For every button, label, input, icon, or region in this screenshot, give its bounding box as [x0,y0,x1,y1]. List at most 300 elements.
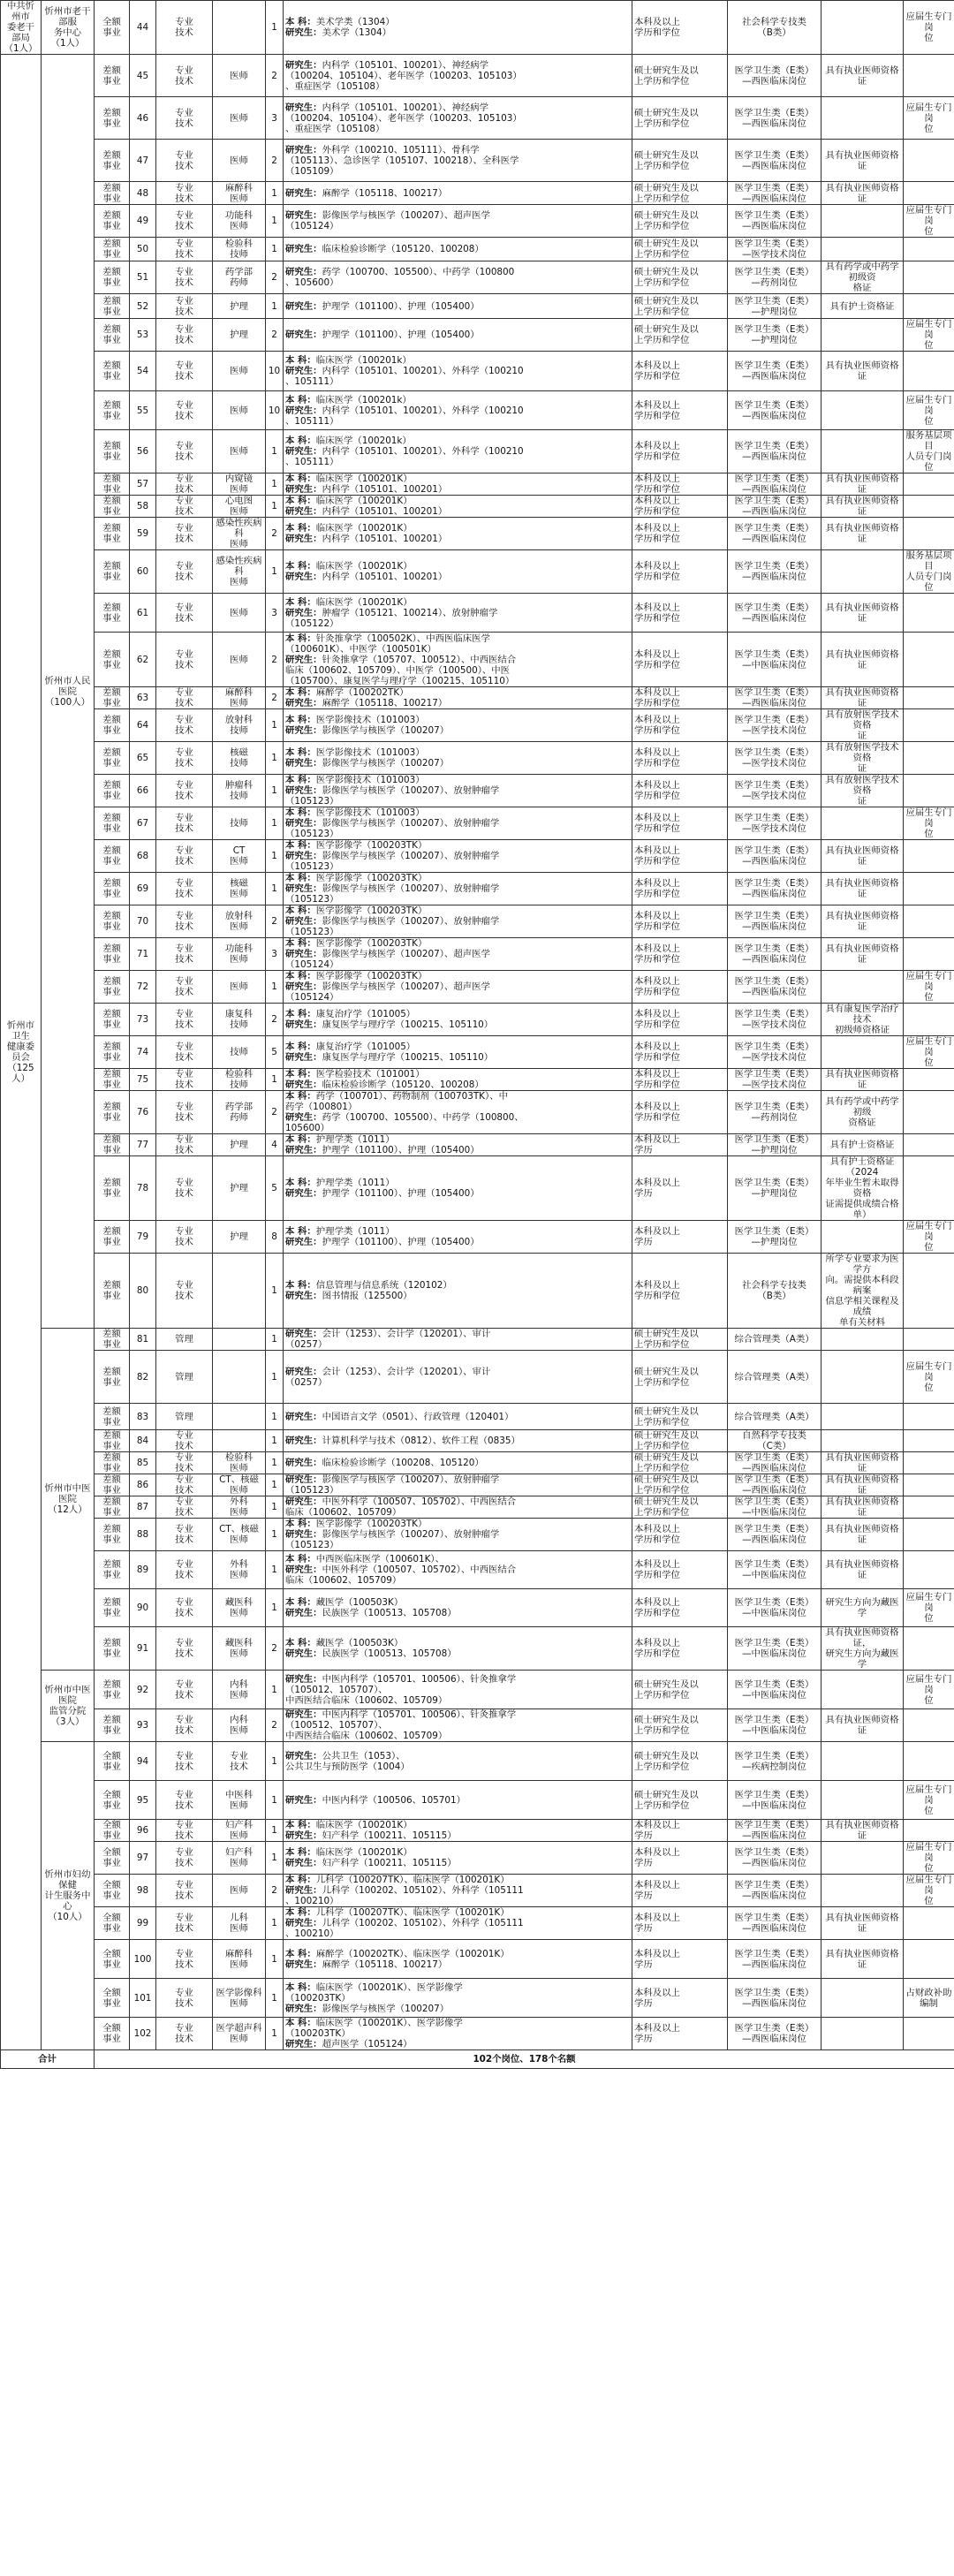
other-conditions-cell: 具有执业医师资格证 [822,496,904,518]
headcount-cell: 3 [266,97,284,140]
position-category-cell: 专业 技术 [156,1254,213,1329]
position-category-cell: 专业 技术 [156,971,213,1004]
major-requirement-cell: 研究生：内科学（105101、100201）、神经病学 （100204、105104）、老年医学（100203、105103） 、重症医学（105108） [284,55,632,97]
education-cell: 本科及以上 学历 [632,1979,728,2018]
education-cell: 本科及以上 学历 [632,1842,728,1875]
job-title-cell: 护理 [213,1134,266,1156]
employer-cell: 忻州市中医医院 监管分院（3人） [42,1671,95,1742]
remarks-cell [904,709,954,742]
exam-category-cell: 医学卫生类（E类） —西医临床岗位 [728,873,822,905]
remarks-cell [904,2018,954,2050]
exam-category-cell: 医学卫生类（E类） —西医临床岗位 [728,594,822,633]
position-number-cell: 98 [130,1875,156,1907]
education-cell: 硕士研究生及以 上学历和学位 [632,261,728,294]
table-row [1,1940,954,1979]
position-category-cell: 专业 技术 [156,1709,213,1742]
remarks-cell: 应届生专门岗 位 [904,97,954,140]
job-title-cell: 肿瘤科 技师 [213,775,266,807]
table-row [1,1875,954,1907]
position-number-cell: 79 [130,1221,156,1254]
funding-type-cell: 差额 事业 [95,1430,130,1452]
table-row [1,1907,954,1940]
funding-type-cell: 差额 事业 [95,97,130,140]
table-row [1,352,954,391]
position-number-cell: 86 [130,1474,156,1496]
table-row [1,550,954,594]
position-number-cell: 53 [130,319,156,352]
major-requirement-cell: 本 科：医学影像技术（101003） 研究生：影像医学与核医学（100207） [284,709,632,742]
headcount-cell: 3 [266,594,284,633]
job-title-cell [213,1404,266,1430]
other-conditions-cell: 具有护士资格证 [822,1134,904,1156]
remarks-cell [904,518,954,550]
education-cell: 本科及以上 学历和学位 [632,391,728,430]
table-row [1,1221,954,1254]
table-row [1,319,954,352]
position-category-cell: 专业 技术 [156,1907,213,1940]
other-conditions-cell [822,97,904,140]
position-category-cell: 专业 技术 [156,742,213,775]
job-title-cell: 医学超声科 医师 [213,2018,266,2050]
position-number-cell: 48 [130,182,156,205]
education-cell: 本科及以上 学历 [632,1156,728,1221]
major-requirement-cell: 本 科：临床医学（100201K） 研究生：内科学（105101、100201） [284,474,632,496]
position-category-cell: 专业 技术 [156,496,213,518]
remarks-cell [904,1329,954,1351]
funding-type-cell: 差额 事业 [95,905,130,938]
headcount-cell: 2 [266,1091,284,1134]
funding-type-cell: 差额 事业 [95,840,130,873]
headcount-cell: 1 [266,709,284,742]
headcount-cell: 1 [266,1430,284,1452]
other-conditions-cell [822,1036,904,1069]
education-cell: 硕士研究生及以 上学历和学位 [632,205,728,238]
exam-category-cell: 医学卫生类（E类） —西医临床岗位 [728,1474,822,1496]
total-value: 102个岗位、178个名额 [95,2050,954,2069]
exam-category-cell: 医学卫生类（E类） —医学技术岗位 [728,1004,822,1036]
position-category-cell: 专业 技术 [156,430,213,474]
position-number-cell: 64 [130,709,156,742]
position-category-cell: 管理 [156,1404,213,1430]
funding-type-cell: 全额 事业 [95,1742,130,1781]
education-cell: 硕士研究生及以 上学历和学位 [632,55,728,97]
job-title-cell: 医学影像科 医师 [213,1979,266,2018]
other-conditions-cell: 具有执业医师资格证 [822,518,904,550]
exam-category-cell: 社会科学专技类 （B类） [728,1,822,55]
other-conditions-cell [822,1842,904,1875]
funding-type-cell: 差额 事业 [95,1452,130,1474]
funding-type-cell: 全额 事业 [95,1820,130,1842]
position-number-cell: 59 [130,518,156,550]
headcount-cell: 5 [266,1036,284,1069]
position-category-cell: 管理 [156,1329,213,1351]
other-conditions-cell [822,2018,904,2050]
funding-type-cell: 差额 事业 [95,1709,130,1742]
other-conditions-cell [822,1,904,55]
remarks-cell [904,1474,954,1496]
exam-category-cell: 综合管理类（A类） [728,1351,822,1404]
major-requirement-cell: 本 科：临床医学（100201K） 研究生：妇产科学（100211、105115） [284,1842,632,1875]
exam-category-cell: 医学卫生类（E类） —医学技术岗位 [728,775,822,807]
table-row [1,1351,954,1404]
education-cell: 硕士研究生及以 上学历和学位 [632,140,728,182]
education-cell: 本科及以上 学历和学位 [632,352,728,391]
remarks-cell: 应届生专门岗 位 [904,1781,954,1820]
remarks-cell [904,238,954,261]
headcount-cell: 1 [266,1329,284,1351]
education-cell: 硕士研究生及以 上学历和学位 [632,294,728,319]
position-number-cell: 55 [130,391,156,430]
other-conditions-cell: 具有护士资格证 [822,294,904,319]
position-category-cell: 专业 技术 [156,205,213,238]
headcount-cell: 2 [266,1875,284,1907]
exam-category-cell: 医学卫生类（E类） —西医临床岗位 [728,1875,822,1907]
job-title-cell: 藏医科 医师 [213,1589,266,1627]
education-cell: 本科及以上 学历和学位 [632,807,728,840]
funding-type-cell: 全额 事业 [95,2018,130,2050]
position-number-cell: 99 [130,1907,156,1940]
position-number-cell: 80 [130,1254,156,1329]
education-cell: 硕士研究生及以 上学历和学位 [632,1671,728,1709]
funding-type-cell: 差额 事业 [95,1134,130,1156]
table-row [1,1671,954,1709]
job-title-cell: 妇产科 医师 [213,1842,266,1875]
table-row [1,873,954,905]
education-cell: 本科及以上 学历和学位 [632,775,728,807]
table-row [1,1474,954,1496]
headcount-cell: 2 [266,905,284,938]
remarks-cell [904,1627,954,1671]
education-cell: 硕士研究生及以 上学历和学位 [632,1474,728,1496]
job-title-cell: 功能科 医师 [213,205,266,238]
job-title-cell: 核磁 技师 [213,742,266,775]
education-cell: 本科及以上 学历和学位 [632,873,728,905]
position-number-cell: 45 [130,55,156,97]
major-requirement-cell: 研究生：会计（1253）、会计学（120201）、审计 （0257） [284,1351,632,1404]
exam-category-cell: 医学卫生类（E类） —西医临床岗位 [728,971,822,1004]
education-cell: 本科及以上 学历 [632,1940,728,1979]
position-number-cell: 84 [130,1430,156,1452]
remarks-cell: 应届生专门岗 位 [904,1842,954,1875]
position-number-cell: 77 [130,1134,156,1156]
table-row [1,633,954,687]
headcount-cell: 1 [266,1907,284,1940]
position-number-cell: 91 [130,1627,156,1671]
headcount-cell: 1 [266,742,284,775]
funding-type-cell: 差额 事业 [95,775,130,807]
major-requirement-cell: 本 科：临床医学（100201k） 研究生：内科学（105101、100201）、外科学（100210 、105111） [284,391,632,430]
education-cell: 硕士研究生及以 上学历和学位 [632,1496,728,1519]
remarks-cell: 应届生专门岗 位 [904,391,954,430]
major-requirement-cell: 本 科：医学影像学（100203TK） 研究生：影像医学与核医学（100207）、放射肿瘤学 （105123） [284,905,632,938]
position-number-cell: 90 [130,1589,156,1627]
headcount-cell: 2 [266,1004,284,1036]
funding-type-cell: 差额 事业 [95,1156,130,1221]
table-row [1,496,954,518]
major-requirement-cell: 本 科：麻醉学（100202TK）、临床医学（100201K） 研究生：麻醉学（105118、100217） [284,1940,632,1979]
headcount-cell: 1 [266,205,284,238]
job-title-cell: 医师 [213,55,266,97]
education-cell: 本科及以上 学历和学位 [632,1254,728,1329]
position-category-cell: 专业 技术 [156,1627,213,1671]
job-title-cell [213,1254,266,1329]
employer-cell: 忻州市人民 医院 （100人） [42,55,95,1329]
headcount-cell: 2 [266,261,284,294]
exam-category-cell: 医学卫生类（E类） —西医临床岗位 [728,430,822,474]
position-category-cell: 专业 技术 [156,873,213,905]
other-conditions-cell [822,205,904,238]
other-conditions-cell [822,1351,904,1404]
major-requirement-cell: 本 科：临床医学（100201K）、医学影像学 （100203TK） 研究生：影像医学与核医学（100207） [284,1979,632,2018]
education-cell: 硕士研究生及以 上学历和学位 [632,1742,728,1781]
other-conditions-cell [822,1781,904,1820]
position-number-cell: 88 [130,1519,156,1551]
job-title-cell: 技师 [213,807,266,840]
funding-type-cell: 差额 事业 [95,518,130,550]
major-requirement-cell: 本 科：藏医学（100503K） 研究生：民族医学（100513、105708） [284,1589,632,1627]
headcount-cell: 2 [266,1627,284,1671]
education-cell: 硕士研究生及以 上学历和学位 [632,1452,728,1474]
exam-category-cell: 医学卫生类（E类） —中医临床岗位 [728,1627,822,1671]
position-category-cell: 专业 技术 [156,1,213,55]
headcount-cell: 5 [266,1156,284,1221]
education-cell: 硕士研究生及以 上学历和学位 [632,319,728,352]
position-number-cell: 62 [130,633,156,687]
other-conditions-cell: 具有执业医师资格证 [822,1519,904,1551]
funding-type-cell: 全额 事业 [95,1979,130,2018]
other-conditions-cell [822,1979,904,2018]
job-title-cell: 内科 医师 [213,1709,266,1742]
headcount-cell: 1 [266,2018,284,2050]
major-requirement-cell: 本 科：护理学类（1011） 研究生：护理学（101100）、护理（105400） [284,1134,632,1156]
major-requirement-cell: 研究生：中医内科学（100506、105701） [284,1781,632,1820]
headcount-cell: 1 [266,840,284,873]
education-cell: 本科及以上 学历和学位 [632,971,728,1004]
remarks-cell: 应届生专门岗 位 [904,1221,954,1254]
job-title-cell: 康复科 技师 [213,1004,266,1036]
job-title-cell: 专业 技术 [213,1742,266,1781]
table-row [1,687,954,709]
job-title-cell: 核磁 医师 [213,873,266,905]
major-requirement-cell: 研究生：麻醉学（105118、100217） [284,182,632,205]
table-row [1,205,954,238]
position-number-cell: 72 [130,971,156,1004]
funding-type-cell: 差额 事业 [95,938,130,971]
position-number-cell: 52 [130,294,156,319]
other-conditions-cell: 具有执业医师资格证 [822,687,904,709]
major-requirement-cell: 研究生：会计（1253）、会计学（120201）、审计 （0257） [284,1329,632,1351]
exam-category-cell: 医学卫生类（E类） —西医临床岗位 [728,550,822,594]
position-category-cell: 专业 技术 [156,1430,213,1452]
employer-cell: 忻州市妇幼保健 计生服务中心 （10人） [42,1742,95,2050]
job-title-cell: 麻醉科 医师 [213,687,266,709]
education-cell: 本科及以上 学历 [632,1820,728,1842]
headcount-cell: 1 [266,1842,284,1875]
headcount-cell: 1 [266,1474,284,1496]
position-number-cell: 61 [130,594,156,633]
remarks-cell [904,1069,954,1091]
headcount-cell: 1 [266,807,284,840]
job-table-body [1,1,954,2069]
position-category-cell: 专业 技术 [156,550,213,594]
position-category-cell: 专业 技术 [156,633,213,687]
funding-type-cell: 差额 事业 [95,1036,130,1069]
funding-type-cell: 差额 事业 [95,1627,130,1671]
position-number-cell: 51 [130,261,156,294]
exam-category-cell: 医学卫生类（E类） —中医临床岗位 [728,1496,822,1519]
remarks-cell [904,1551,954,1589]
table-row [1,182,954,205]
other-conditions-cell: 具有执业医师资格证 [822,1452,904,1474]
position-number-cell: 100 [130,1940,156,1979]
funding-type-cell: 差额 事业 [95,633,130,687]
funding-type-cell: 差额 事业 [95,1496,130,1519]
funding-type-cell: 差额 事业 [95,1254,130,1329]
exam-category-cell: 医学卫生类（E类） —中医临床岗位 [728,633,822,687]
exam-category-cell: 医学卫生类（E类） —西医临床岗位 [728,1940,822,1979]
education-cell: 本科及以上 学历和学位 [632,905,728,938]
position-number-cell: 65 [130,742,156,775]
position-category-cell: 专业 技术 [156,938,213,971]
position-number-cell: 67 [130,807,156,840]
table-row [1,1156,954,1221]
position-number-cell: 96 [130,1820,156,1842]
other-conditions-cell: 具有执业医师资格证 [822,1820,904,1842]
remarks-cell: 应届生专门岗 位 [904,1671,954,1709]
position-number-cell: 87 [130,1496,156,1519]
position-category-cell: 专业 技术 [156,474,213,496]
major-requirement-cell: 本 科：临床医学（100201k） 研究生：内科学（105101、100201）、外科学（100210 、105111） [284,430,632,474]
table-row [1,55,954,97]
other-conditions-cell: 具有执业医师资格证 [822,1496,904,1519]
job-title-cell: 内窥镜 医师 [213,474,266,496]
other-conditions-cell: 具有执业医师资格证 [822,1551,904,1589]
other-conditions-cell: 具有执业医师资格证 [822,1474,904,1496]
table-row [1,594,954,633]
funding-type-cell: 差额 事业 [95,1519,130,1551]
exam-category-cell: 医学卫生类（E类） —西医临床岗位 [728,1842,822,1875]
exam-category-cell: 医学卫生类（E类） —医学技术岗位 [728,1036,822,1069]
headcount-cell: 1 [266,496,284,518]
education-cell: 硕士研究生及以 上学历和学位 [632,1709,728,1742]
headcount-cell: 3 [266,938,284,971]
position-category-cell: 专业 技术 [156,1589,213,1627]
funding-type-cell: 差额 事业 [95,550,130,594]
headcount-cell: 2 [266,319,284,352]
headcount-cell: 1 [266,182,284,205]
job-title-cell: 技师 [213,1036,266,1069]
other-conditions-cell: 具有执业医师资格证 [822,55,904,97]
table-row [1,1496,954,1519]
headcount-cell: 1 [266,775,284,807]
major-requirement-cell: 本 科：医学检验技术（101001） 研究生：临床检验诊断学（105120、100208） [284,1069,632,1091]
job-title-cell: 医师 [213,391,266,430]
job-title-cell [213,1351,266,1404]
headcount-cell: 1 [266,474,284,496]
remarks-cell [904,352,954,391]
funding-type-cell: 差额 事业 [95,1004,130,1036]
other-conditions-cell: 研究生方向为藏医学 [822,1589,904,1627]
table-row [1,1069,954,1091]
job-title-cell: 儿科 医师 [213,1907,266,1940]
position-number-cell: 66 [130,775,156,807]
exam-category-cell: 综合管理类（A类） [728,1329,822,1351]
funding-type-cell: 差额 事业 [95,1351,130,1404]
other-conditions-cell: 具有执业医师资格证 [822,352,904,391]
remarks-cell: 应届生专门岗 位 [904,1,954,55]
remarks-cell: 应届生专门岗 位 [904,1036,954,1069]
exam-category-cell: 医学卫生类（E类） —西医临床岗位 [728,1820,822,1842]
exam-category-cell: 医学卫生类（E类） —西医临床岗位 [728,687,822,709]
headcount-cell: 2 [266,518,284,550]
other-conditions-cell [822,1430,904,1452]
remarks-cell [904,182,954,205]
position-category-cell: 专业 技术 [156,1842,213,1875]
exam-category-cell: 医学卫生类（E类） —医学技术岗位 [728,1069,822,1091]
exam-category-cell: 医学卫生类（E类） —西医临床岗位 [728,205,822,238]
funding-type-cell: 差额 事业 [95,1221,130,1254]
exam-category-cell: 综合管理类（A类） [728,1404,822,1430]
other-conditions-cell: 具有执业医师资格证， 研究生方向为藏医学 [822,1627,904,1671]
major-requirement-cell: 本 科：信息管理与信息系统（120102） 研究生：图书情报（125500） [284,1254,632,1329]
table-row [1,905,954,938]
major-requirement-cell: 研究生：内科学（105101、100201）、神经病学 （100204、105104）、老年医学（100203、105103） 、重症医学（105108） [284,97,632,140]
job-title-cell: 放射科 医师 [213,905,266,938]
funding-type-cell: 全额 事业 [95,1,130,55]
table-row [1,1036,954,1069]
table-row [1,238,954,261]
position-category-cell: 专业 技术 [156,840,213,873]
exam-category-cell: 医学卫生类（E类） —医学技术岗位 [728,709,822,742]
position-number-cell: 101 [130,1979,156,2018]
job-title-cell: 医师 [213,140,266,182]
education-cell: 本科及以上 学历 [632,1907,728,1940]
other-conditions-cell [822,430,904,474]
position-number-cell: 102 [130,2018,156,2050]
other-conditions-cell [822,319,904,352]
position-category-cell: 专业 技术 [156,518,213,550]
position-category-cell: 专业 技术 [156,391,213,430]
funding-type-cell: 差额 事业 [95,496,130,518]
remarks-cell [904,1091,954,1134]
employer-cell: 忻州市中医 医院 （12人） [42,1329,95,1671]
remarks-cell [904,742,954,775]
remarks-cell [904,1430,954,1452]
exam-category-cell: 社会科学专技类 （B类） [728,1254,822,1329]
major-requirement-cell: 本 科：医学影像学（100203TK） 研究生：影像医学与核医学（100207）、放射肿瘤学 （105123） [284,873,632,905]
exam-category-cell: 医学卫生类（E类） —西医临床岗位 [728,518,822,550]
education-cell: 本科及以上 学历 [632,1134,728,1156]
table-row [1,518,954,550]
exam-category-cell: 医学卫生类（E类） —中医临床岗位 [728,1551,822,1589]
total-label: 合计 [1,2050,95,2069]
major-requirement-cell: 本 科：康复治疗学（101005） 研究生：康复医学与理疗学（100215、105110） [284,1004,632,1036]
job-title-cell [213,1329,266,1351]
position-number-cell: 78 [130,1156,156,1221]
headcount-cell: 1 [266,294,284,319]
funding-type-cell: 差额 事业 [95,807,130,840]
education-cell: 本科及以上 学历和学位 [632,840,728,873]
table-row [1,1452,954,1474]
table-row [1,742,954,775]
education-cell: 本科及以上 学历和学位 [632,1627,728,1671]
table-row [1,1842,954,1875]
exam-category-cell: 医学卫生类（E类） —中医临床岗位 [728,1709,822,1742]
remarks-cell [904,1742,954,1781]
major-requirement-cell: 本 科：医学影像学（100203TK） 研究生：影像医学与核医学（100207）、放射肿瘤学 （105123） [284,840,632,873]
job-title-cell: 药学部 药师 [213,261,266,294]
headcount-cell: 1 [266,1589,284,1627]
